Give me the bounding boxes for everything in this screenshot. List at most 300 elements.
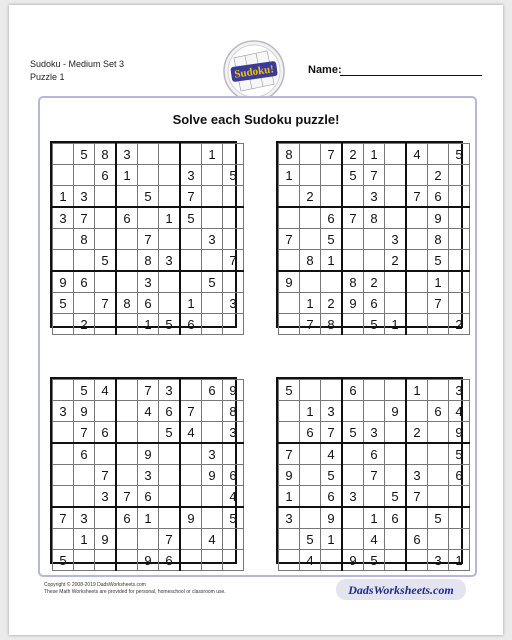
- given-cell[interactable]: 3: [364, 186, 385, 208]
- given-cell[interactable]: 8: [364, 207, 385, 229]
- empty-cell[interactable]: [449, 507, 470, 529]
- empty-cell[interactable]: [223, 550, 244, 571]
- given-cell[interactable]: 7: [279, 443, 300, 465]
- empty-cell[interactable]: [385, 465, 407, 486]
- given-cell[interactable]: 9: [223, 380, 244, 401]
- empty-cell[interactable]: [159, 443, 181, 465]
- given-cell[interactable]: 4: [223, 486, 244, 508]
- empty-cell[interactable]: [406, 550, 428, 571]
- given-cell[interactable]: 7: [180, 186, 202, 208]
- given-cell[interactable]: 6: [364, 443, 385, 465]
- empty-cell[interactable]: [138, 422, 159, 444]
- empty-cell[interactable]: [202, 486, 223, 508]
- empty-cell[interactable]: [138, 165, 159, 186]
- given-cell[interactable]: 1: [449, 550, 470, 571]
- given-cell[interactable]: 9: [138, 443, 159, 465]
- empty-cell[interactable]: [116, 550, 138, 571]
- given-cell[interactable]: 6: [385, 507, 407, 529]
- given-cell[interactable]: 6: [138, 293, 159, 314]
- empty-cell[interactable]: [385, 529, 407, 550]
- given-cell[interactable]: 1: [406, 380, 428, 401]
- empty-cell[interactable]: [180, 271, 202, 293]
- given-cell[interactable]: 3: [428, 550, 449, 571]
- given-cell[interactable]: 5: [53, 550, 74, 571]
- given-cell[interactable]: 3: [385, 229, 407, 250]
- empty-cell[interactable]: [95, 550, 117, 571]
- empty-cell[interactable]: [138, 207, 159, 229]
- given-cell[interactable]: 5: [428, 250, 449, 272]
- empty-cell[interactable]: [202, 314, 223, 335]
- given-cell[interactable]: 3: [202, 443, 223, 465]
- given-cell[interactable]: 3: [202, 229, 223, 250]
- empty-cell[interactable]: [116, 443, 138, 465]
- empty-cell[interactable]: [180, 144, 202, 165]
- empty-cell[interactable]: [53, 314, 74, 335]
- given-cell[interactable]: 1: [321, 529, 343, 550]
- given-cell[interactable]: 6: [449, 465, 470, 486]
- given-cell[interactable]: 1: [116, 165, 138, 186]
- given-cell[interactable]: 3: [138, 465, 159, 486]
- given-cell[interactable]: 3: [364, 422, 385, 444]
- given-cell[interactable]: 5: [321, 229, 343, 250]
- given-cell[interactable]: 4: [138, 401, 159, 422]
- empty-cell[interactable]: [385, 186, 407, 208]
- given-cell[interactable]: 3: [406, 465, 428, 486]
- empty-cell[interactable]: [116, 229, 138, 250]
- given-cell[interactable]: 6: [202, 380, 223, 401]
- given-cell[interactable]: 3: [342, 486, 364, 508]
- given-cell[interactable]: 6: [159, 401, 181, 422]
- empty-cell[interactable]: [223, 443, 244, 465]
- given-cell[interactable]: 4: [406, 144, 428, 165]
- empty-cell[interactable]: [385, 550, 407, 571]
- given-cell[interactable]: 1: [202, 144, 223, 165]
- given-cell[interactable]: 8: [74, 229, 95, 250]
- given-cell[interactable]: 9: [321, 507, 343, 529]
- given-cell[interactable]: 5: [342, 422, 364, 444]
- empty-cell[interactable]: [342, 229, 364, 250]
- given-cell[interactable]: 2: [406, 422, 428, 444]
- empty-cell[interactable]: [449, 486, 470, 508]
- empty-cell[interactable]: [449, 165, 470, 186]
- empty-cell[interactable]: [385, 422, 407, 444]
- empty-cell[interactable]: [406, 165, 428, 186]
- empty-cell[interactable]: [202, 250, 223, 272]
- given-cell[interactable]: 5: [385, 486, 407, 508]
- empty-cell[interactable]: [342, 465, 364, 486]
- given-cell[interactable]: 5: [53, 293, 74, 314]
- given-cell[interactable]: 7: [364, 165, 385, 186]
- empty-cell[interactable]: [202, 207, 223, 229]
- empty-cell[interactable]: [223, 271, 244, 293]
- empty-cell[interactable]: [95, 443, 117, 465]
- given-cell[interactable]: 6: [95, 422, 117, 444]
- empty-cell[interactable]: [321, 186, 343, 208]
- given-cell[interactable]: 1: [53, 186, 74, 208]
- given-cell[interactable]: 5: [223, 165, 244, 186]
- empty-cell[interactable]: [406, 293, 428, 314]
- empty-cell[interactable]: [180, 250, 202, 272]
- given-cell[interactable]: 1: [74, 529, 95, 550]
- empty-cell[interactable]: [53, 250, 74, 272]
- empty-cell[interactable]: [138, 529, 159, 550]
- empty-cell[interactable]: [116, 271, 138, 293]
- empty-cell[interactable]: [223, 186, 244, 208]
- empty-cell[interactable]: [300, 380, 321, 401]
- given-cell[interactable]: 6: [223, 465, 244, 486]
- empty-cell[interactable]: [159, 229, 181, 250]
- empty-cell[interactable]: [428, 443, 449, 465]
- given-cell[interactable]: 5: [180, 207, 202, 229]
- empty-cell[interactable]: [74, 486, 95, 508]
- given-cell[interactable]: 7: [116, 486, 138, 508]
- empty-cell[interactable]: [279, 186, 300, 208]
- given-cell[interactable]: 7: [342, 207, 364, 229]
- empty-cell[interactable]: [321, 271, 343, 293]
- given-cell[interactable]: 1: [279, 165, 300, 186]
- empty-cell[interactable]: [159, 165, 181, 186]
- empty-cell[interactable]: [279, 207, 300, 229]
- given-cell[interactable]: 6: [95, 165, 117, 186]
- empty-cell[interactable]: [202, 165, 223, 186]
- given-cell[interactable]: 5: [74, 144, 95, 165]
- empty-cell[interactable]: [159, 186, 181, 208]
- empty-cell[interactable]: [406, 401, 428, 422]
- empty-cell[interactable]: [180, 550, 202, 571]
- empty-cell[interactable]: [342, 443, 364, 465]
- given-cell[interactable]: 6: [300, 422, 321, 444]
- given-cell[interactable]: 8: [321, 314, 343, 335]
- given-cell[interactable]: 8: [116, 293, 138, 314]
- given-cell[interactable]: 7: [406, 186, 428, 208]
- empty-cell[interactable]: [385, 165, 407, 186]
- empty-cell[interactable]: [95, 401, 117, 422]
- empty-cell[interactable]: [428, 380, 449, 401]
- given-cell[interactable]: 9: [428, 207, 449, 229]
- empty-cell[interactable]: [428, 314, 449, 335]
- given-cell[interactable]: 1: [180, 293, 202, 314]
- given-cell[interactable]: 9: [279, 465, 300, 486]
- given-cell[interactable]: 9: [202, 465, 223, 486]
- given-cell[interactable]: 5: [449, 443, 470, 465]
- empty-cell[interactable]: [95, 507, 117, 529]
- empty-cell[interactable]: [74, 293, 95, 314]
- given-cell[interactable]: 5: [202, 271, 223, 293]
- given-cell[interactable]: 5: [300, 529, 321, 550]
- empty-cell[interactable]: [364, 250, 385, 272]
- empty-cell[interactable]: [202, 507, 223, 529]
- empty-cell[interactable]: [116, 422, 138, 444]
- empty-cell[interactable]: [116, 529, 138, 550]
- given-cell[interactable]: 3: [138, 271, 159, 293]
- empty-cell[interactable]: [138, 144, 159, 165]
- given-cell[interactable]: 3: [180, 165, 202, 186]
- given-cell[interactable]: 2: [385, 250, 407, 272]
- empty-cell[interactable]: [95, 271, 117, 293]
- empty-cell[interactable]: [449, 229, 470, 250]
- given-cell[interactable]: 9: [385, 401, 407, 422]
- empty-cell[interactable]: [74, 465, 95, 486]
- given-cell[interactable]: 1: [138, 314, 159, 335]
- given-cell[interactable]: 4: [202, 529, 223, 550]
- given-cell[interactable]: 3: [449, 380, 470, 401]
- empty-cell[interactable]: [385, 380, 407, 401]
- empty-cell[interactable]: [53, 486, 74, 508]
- given-cell[interactable]: 2: [428, 165, 449, 186]
- empty-cell[interactable]: [223, 144, 244, 165]
- empty-cell[interactable]: [300, 229, 321, 250]
- empty-cell[interactable]: [180, 465, 202, 486]
- empty-cell[interactable]: [342, 250, 364, 272]
- empty-cell[interactable]: [202, 186, 223, 208]
- empty-cell[interactable]: [180, 229, 202, 250]
- empty-cell[interactable]: [202, 293, 223, 314]
- given-cell[interactable]: 7: [279, 229, 300, 250]
- given-cell[interactable]: 6: [116, 507, 138, 529]
- empty-cell[interactable]: [385, 207, 407, 229]
- empty-cell[interactable]: [364, 401, 385, 422]
- empty-cell[interactable]: [53, 165, 74, 186]
- given-cell[interactable]: 7: [159, 529, 181, 550]
- given-cell[interactable]: 3: [159, 380, 181, 401]
- given-cell[interactable]: 5: [74, 380, 95, 401]
- given-cell[interactable]: 6: [428, 401, 449, 422]
- given-cell[interactable]: 7: [180, 401, 202, 422]
- given-cell[interactable]: 3: [53, 401, 74, 422]
- empty-cell[interactable]: [449, 271, 470, 293]
- empty-cell[interactable]: [385, 144, 407, 165]
- empty-cell[interactable]: [449, 250, 470, 272]
- given-cell[interactable]: 1: [321, 250, 343, 272]
- given-cell[interactable]: 7: [74, 422, 95, 444]
- given-cell[interactable]: 6: [138, 486, 159, 508]
- given-cell[interactable]: 7: [138, 380, 159, 401]
- empty-cell[interactable]: [202, 422, 223, 444]
- empty-cell[interactable]: [116, 465, 138, 486]
- given-cell[interactable]: 9: [279, 271, 300, 293]
- given-cell[interactable]: 5: [95, 250, 117, 272]
- given-cell[interactable]: 5: [449, 144, 470, 165]
- empty-cell[interactable]: [428, 422, 449, 444]
- empty-cell[interactable]: [300, 465, 321, 486]
- empty-cell[interactable]: [53, 422, 74, 444]
- given-cell[interactable]: 5: [364, 314, 385, 335]
- empty-cell[interactable]: [180, 529, 202, 550]
- given-cell[interactable]: 5: [159, 314, 181, 335]
- given-cell[interactable]: 1: [385, 314, 407, 335]
- empty-cell[interactable]: [449, 529, 470, 550]
- empty-cell[interactable]: [159, 507, 181, 529]
- given-cell[interactable]: 9: [95, 529, 117, 550]
- given-cell[interactable]: 6: [74, 443, 95, 465]
- given-cell[interactable]: 5: [279, 380, 300, 401]
- empty-cell[interactable]: [279, 529, 300, 550]
- empty-cell[interactable]: [159, 271, 181, 293]
- empty-cell[interactable]: [406, 207, 428, 229]
- given-cell[interactable]: 7: [95, 293, 117, 314]
- empty-cell[interactable]: [74, 165, 95, 186]
- empty-cell[interactable]: [364, 380, 385, 401]
- empty-cell[interactable]: [159, 465, 181, 486]
- empty-cell[interactable]: [279, 550, 300, 571]
- empty-cell[interactable]: [364, 486, 385, 508]
- given-cell[interactable]: 6: [116, 207, 138, 229]
- empty-cell[interactable]: [342, 507, 364, 529]
- given-cell[interactable]: 7: [95, 465, 117, 486]
- given-cell[interactable]: 3: [279, 507, 300, 529]
- empty-cell[interactable]: [279, 401, 300, 422]
- empty-cell[interactable]: [342, 314, 364, 335]
- empty-cell[interactable]: [223, 229, 244, 250]
- given-cell[interactable]: 7: [321, 422, 343, 444]
- given-cell[interactable]: 5: [223, 507, 244, 529]
- empty-cell[interactable]: [53, 529, 74, 550]
- empty-cell[interactable]: [321, 165, 343, 186]
- empty-cell[interactable]: [300, 271, 321, 293]
- empty-cell[interactable]: [300, 144, 321, 165]
- given-cell[interactable]: 6: [364, 293, 385, 314]
- given-cell[interactable]: 1: [428, 271, 449, 293]
- empty-cell[interactable]: [116, 380, 138, 401]
- empty-cell[interactable]: [428, 486, 449, 508]
- empty-cell[interactable]: [342, 401, 364, 422]
- given-cell[interactable]: 6: [342, 380, 364, 401]
- empty-cell[interactable]: [116, 186, 138, 208]
- given-cell[interactable]: 3: [223, 293, 244, 314]
- empty-cell[interactable]: [53, 465, 74, 486]
- given-cell[interactable]: 3: [95, 486, 117, 508]
- given-cell[interactable]: 1: [364, 507, 385, 529]
- given-cell[interactable]: 2: [74, 314, 95, 335]
- given-cell[interactable]: 7: [74, 207, 95, 229]
- empty-cell[interactable]: [300, 207, 321, 229]
- empty-cell[interactable]: [95, 314, 117, 335]
- given-cell[interactable]: 1: [138, 507, 159, 529]
- empty-cell[interactable]: [159, 293, 181, 314]
- given-cell[interactable]: 9: [53, 271, 74, 293]
- given-cell[interactable]: 1: [300, 293, 321, 314]
- empty-cell[interactable]: [159, 144, 181, 165]
- given-cell[interactable]: 9: [180, 507, 202, 529]
- given-cell[interactable]: 7: [223, 250, 244, 272]
- empty-cell[interactable]: [279, 314, 300, 335]
- given-cell[interactable]: 3: [223, 422, 244, 444]
- empty-cell[interactable]: [406, 250, 428, 272]
- empty-cell[interactable]: [300, 486, 321, 508]
- given-cell[interactable]: 6: [159, 550, 181, 571]
- empty-cell[interactable]: [180, 443, 202, 465]
- given-cell[interactable]: 6: [428, 186, 449, 208]
- empty-cell[interactable]: [279, 293, 300, 314]
- given-cell[interactable]: 9: [342, 293, 364, 314]
- given-cell[interactable]: 3: [321, 401, 343, 422]
- given-cell[interactable]: 6: [321, 486, 343, 508]
- empty-cell[interactable]: [223, 207, 244, 229]
- empty-cell[interactable]: [202, 401, 223, 422]
- given-cell[interactable]: 4: [364, 529, 385, 550]
- given-cell[interactable]: 2: [300, 186, 321, 208]
- empty-cell[interactable]: [428, 465, 449, 486]
- given-cell[interactable]: 8: [223, 401, 244, 422]
- given-cell[interactable]: 1: [364, 144, 385, 165]
- empty-cell[interactable]: [385, 443, 407, 465]
- empty-cell[interactable]: [74, 250, 95, 272]
- given-cell[interactable]: 8: [300, 250, 321, 272]
- empty-cell[interactable]: [385, 293, 407, 314]
- given-cell[interactable]: 8: [138, 250, 159, 272]
- given-cell[interactable]: 8: [428, 229, 449, 250]
- empty-cell[interactable]: [180, 486, 202, 508]
- given-cell[interactable]: 5: [321, 465, 343, 486]
- empty-cell[interactable]: [406, 507, 428, 529]
- given-cell[interactable]: 5: [342, 165, 364, 186]
- empty-cell[interactable]: [321, 380, 343, 401]
- given-cell[interactable]: 2: [321, 293, 343, 314]
- empty-cell[interactable]: [321, 550, 343, 571]
- given-cell[interactable]: 3: [74, 507, 95, 529]
- given-cell[interactable]: 3: [159, 250, 181, 272]
- given-cell[interactable]: 6: [180, 314, 202, 335]
- empty-cell[interactable]: [300, 507, 321, 529]
- empty-cell[interactable]: [95, 229, 117, 250]
- empty-cell[interactable]: [95, 186, 117, 208]
- given-cell[interactable]: 1: [159, 207, 181, 229]
- given-cell[interactable]: 7: [428, 293, 449, 314]
- given-cell[interactable]: 6: [321, 207, 343, 229]
- empty-cell[interactable]: [53, 229, 74, 250]
- given-cell[interactable]: 8: [95, 144, 117, 165]
- empty-cell[interactable]: [428, 529, 449, 550]
- given-cell[interactable]: 2: [364, 271, 385, 293]
- given-cell[interactable]: 1: [300, 401, 321, 422]
- given-cell[interactable]: 7: [300, 314, 321, 335]
- empty-cell[interactable]: [406, 443, 428, 465]
- empty-cell[interactable]: [300, 443, 321, 465]
- given-cell[interactable]: 2: [449, 314, 470, 335]
- empty-cell[interactable]: [223, 529, 244, 550]
- empty-cell[interactable]: [449, 207, 470, 229]
- given-cell[interactable]: 4: [321, 443, 343, 465]
- empty-cell[interactable]: [364, 229, 385, 250]
- empty-cell[interactable]: [342, 186, 364, 208]
- given-cell[interactable]: 6: [406, 529, 428, 550]
- given-cell[interactable]: 3: [74, 186, 95, 208]
- empty-cell[interactable]: [385, 271, 407, 293]
- empty-cell[interactable]: [406, 314, 428, 335]
- empty-cell[interactable]: [159, 486, 181, 508]
- empty-cell[interactable]: [406, 229, 428, 250]
- empty-cell[interactable]: [116, 401, 138, 422]
- given-cell[interactable]: 7: [53, 507, 74, 529]
- empty-cell[interactable]: [116, 314, 138, 335]
- empty-cell[interactable]: [406, 271, 428, 293]
- given-cell[interactable]: 8: [279, 144, 300, 165]
- given-cell[interactable]: 9: [449, 422, 470, 444]
- given-cell[interactable]: 4: [95, 380, 117, 401]
- empty-cell[interactable]: [53, 144, 74, 165]
- given-cell[interactable]: 5: [364, 550, 385, 571]
- empty-cell[interactable]: [95, 207, 117, 229]
- empty-cell[interactable]: [223, 314, 244, 335]
- given-cell[interactable]: 3: [116, 144, 138, 165]
- given-cell[interactable]: 5: [159, 422, 181, 444]
- given-cell[interactable]: 9: [138, 550, 159, 571]
- given-cell[interactable]: 6: [74, 271, 95, 293]
- empty-cell[interactable]: [53, 443, 74, 465]
- given-cell[interactable]: 9: [74, 401, 95, 422]
- empty-cell[interactable]: [449, 293, 470, 314]
- given-cell[interactable]: 4: [300, 550, 321, 571]
